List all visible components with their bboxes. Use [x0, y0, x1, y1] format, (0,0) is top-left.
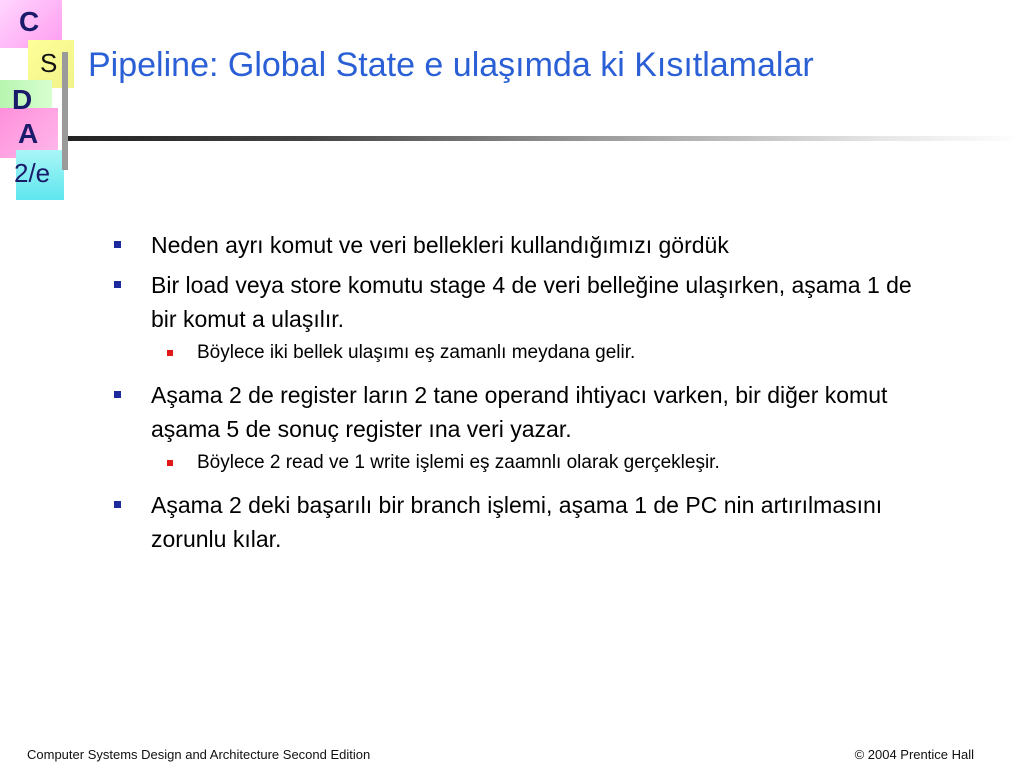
footer-book-title: Computer Systems Design and Architecture Second Edition [27, 747, 371, 762]
square-bullet-icon [114, 241, 121, 248]
bullet-list [112, 228, 932, 562]
bullet-item-4 [112, 488, 932, 556]
square-sub-bullet-icon [167, 460, 173, 466]
logo-letter-d: D [12, 84, 33, 115]
square-bullet-icon [114, 391, 121, 398]
sub-bullet-item-3 [112, 450, 932, 476]
bullet-text: Aşama 2 de register ların 2 tane operand ihtiyacı varken, bir diğer komut aşama 5 de sonuç register ına veri yazar. [151, 382, 888, 442]
logo-letter-a: A [18, 118, 39, 149]
square-bullet-icon [114, 501, 121, 508]
square-bullet-icon [114, 281, 121, 288]
logo-edition: 2/e [14, 158, 51, 188]
bullet-text: Neden ayrı komut ve veri bellekleri kullandığımızı gördük [151, 232, 729, 258]
bullet-text: Aşama 2 deki başarılı bir branch işlemi, aşama 1 de PC nin artırılmasını zorunlu kılar. [151, 492, 883, 552]
bullet-item-3 [112, 378, 932, 446]
footer-copyright: © 2004 Prentice Hall [854, 747, 974, 762]
sub-bullet-text: Böylece iki bellek ulaşımı eş zamanlı meydana gelir. [197, 342, 636, 363]
slide-title: Pipeline: Global State e ulaşımda ki Kısıtlamalar [88, 46, 814, 84]
bullet-item-1 [112, 228, 932, 262]
title-underline [68, 136, 1024, 141]
sub-bullet-text: Böylece 2 read ve 1 write işlemi eş zaamnlı olarak gerçekleşir. [197, 452, 720, 473]
bullet-item-2 [112, 268, 932, 336]
logo-letter-c: C [19, 6, 40, 37]
sub-bullet-item-2 [112, 340, 932, 366]
logo-letter-s: S [40, 48, 58, 78]
logo-vertical-bar [62, 52, 68, 170]
csda-logo [0, 0, 80, 210]
square-sub-bullet-icon [167, 350, 173, 356]
bullet-text: Bir load veya store komutu stage 4 de veri belleğine ulaşırken, aşama 1 de bir komut a ulaşılır. [151, 272, 912, 332]
